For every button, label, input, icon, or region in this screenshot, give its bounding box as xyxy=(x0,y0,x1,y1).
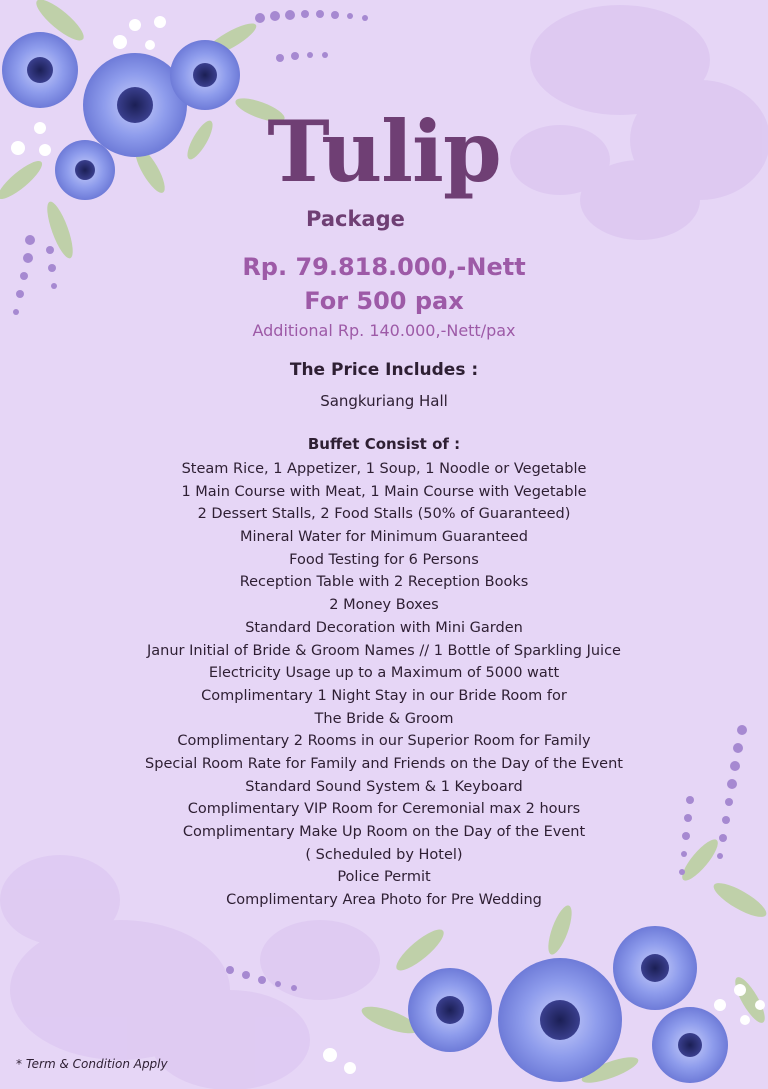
flower-bottom-right-4 xyxy=(652,1007,728,1083)
venue-name: Sangkuriang Hall xyxy=(320,392,448,410)
list-item: Complimentary VIP Room for Ceremonial max 2 hours xyxy=(187,801,581,818)
list-item: Special Room Rate for Family and Friends on the Day of the Event xyxy=(145,755,623,772)
buffet-heading: Buffet Consist of : xyxy=(307,435,461,453)
list-item: Electricity Usage up to a Maximum of 5000 watt xyxy=(208,665,560,682)
list-item: Janur Initial of Bride & Groom Names // 1 Bottle of Sparkling Juice xyxy=(147,642,621,659)
flower-bottom-right-3 xyxy=(613,926,697,1010)
package-pax: For 500 pax xyxy=(304,287,464,315)
flower-bottom-right-1 xyxy=(498,958,622,1082)
list-item: Mineral Water for Minimum Guaranteed xyxy=(239,529,529,546)
list-item: 2 Dessert Stalls, 2 Food Stalls (50% of Guaranteed) xyxy=(197,506,571,523)
terms-note: * Term & Condition Apply xyxy=(16,1057,168,1071)
flower-top-left-3 xyxy=(170,40,240,110)
list-item: Reception Table with 2 Reception Books xyxy=(239,574,529,591)
list-item: Standard Decoration with Mini Garden xyxy=(245,619,523,636)
list-item: Complimentary Make Up Room on the Day of the Event xyxy=(182,824,586,840)
list-item: Food Testing for 6 Persons xyxy=(289,551,479,568)
list-item: Complimentary Area Photo for Pre Wedding xyxy=(226,892,542,909)
list-item: 2 Money Boxes xyxy=(329,597,439,614)
list-item: Steam Rice, 1 Appetizer, 1 Soup, 1 Noodle or Vegetable xyxy=(181,461,587,477)
list-item: Complimentary 2 Rooms in our Superior Room for Family xyxy=(177,733,591,750)
list-item: The Bride & Groom xyxy=(314,710,454,727)
flower-top-left-2 xyxy=(2,32,78,108)
flower-bottom-right-2 xyxy=(408,968,492,1052)
list-item: 1 Main Course with Meat, 1 Main Course with Vegetable xyxy=(181,483,587,500)
list-item: Standard Sound System & 1 Keyboard xyxy=(245,778,523,795)
includes-heading: The Price Includes : xyxy=(289,360,479,380)
additional-price: Additional Rp. 140.000,-Nett/pax xyxy=(252,321,516,340)
package-subtitle: Package xyxy=(306,207,405,231)
list-item: Police Permit xyxy=(337,869,431,886)
package-price: Rp. 79.818.000,-Nett xyxy=(242,253,526,281)
includes-list xyxy=(0,458,768,912)
list-item: ( Scheduled by Hotel) xyxy=(305,846,463,863)
list-item: Complimentary 1 Night Stay in our Bride Room for xyxy=(201,687,567,704)
package-title: Tulip xyxy=(267,102,501,201)
